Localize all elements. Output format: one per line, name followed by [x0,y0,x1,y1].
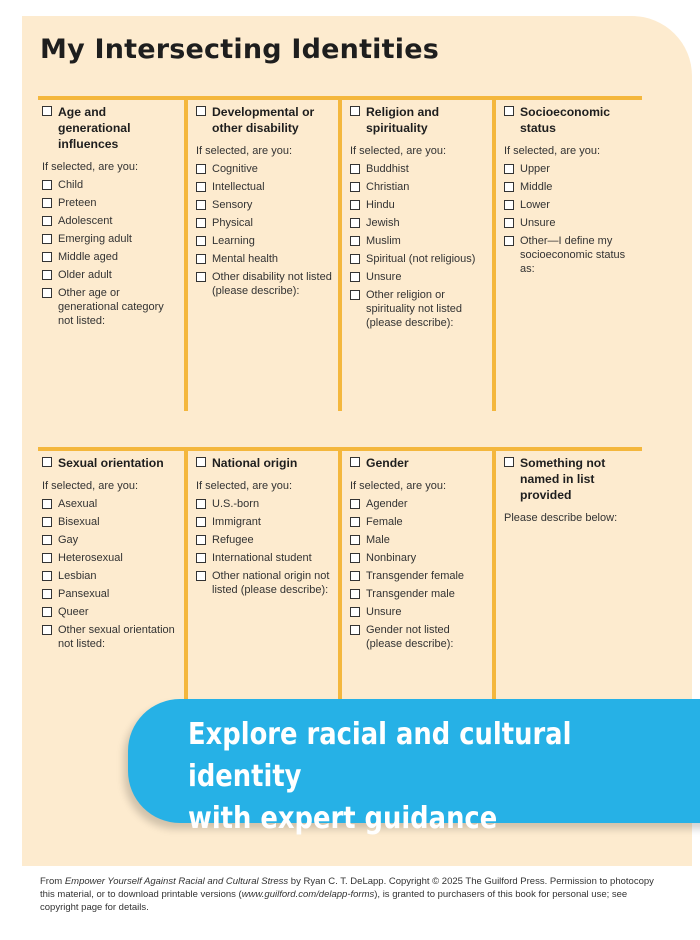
option-label: Lesbian [58,570,97,582]
option-checkbox[interactable] [196,236,206,246]
option-item[interactable] [350,234,488,248]
option-checkbox[interactable] [350,517,360,527]
category-title: Sexual orientation [58,456,164,470]
category-title: Age and generational influences [58,105,131,151]
option-checkbox[interactable] [42,499,52,509]
category-title: Something not named in list provided [520,456,606,502]
category-prompt: If selected, are you: [350,145,446,157]
option-label: Other religion or spirituality not listed (please describe): [366,289,462,329]
column-divider [338,447,342,707]
option-checkbox[interactable] [350,200,360,210]
option-item[interactable] [196,198,334,212]
option-checkbox[interactable] [42,625,52,635]
option-checkbox[interactable] [350,254,360,264]
option-label: Refugee [212,534,254,546]
option-label: Other—I define my socioeconomic status as: [520,235,626,275]
option-checkbox[interactable] [42,571,52,581]
option-checkbox[interactable] [350,272,360,282]
option-label: Emerging adult [58,233,132,245]
option-item[interactable] [196,270,334,298]
category-title: Gender [366,456,409,470]
option-label: Intellectual [212,181,265,193]
banner-line-2: with expert guidance [188,801,498,836]
banner-line-1: Explore racial and cultural identity [188,717,572,794]
option-label: Middle [520,181,553,193]
column-divider [338,96,342,411]
option-checkbox[interactable] [350,236,360,246]
option-label: Gay [58,534,79,546]
option-checkbox[interactable] [42,198,52,208]
option-item[interactable] [42,533,180,547]
footer-text-2: ), is granted to purchasers of this book for personal use; see copyright page for details. [40,889,628,913]
option-label: Heterosexual [58,552,123,564]
option-item[interactable] [196,569,334,597]
option-label: Nonbinary [366,552,417,564]
option-label: Middle aged [58,251,118,263]
option-item[interactable] [504,234,640,276]
option-label: Unsure [520,217,556,229]
option-checkbox[interactable] [350,164,360,174]
option-checkbox[interactable] [42,553,52,563]
option-item[interactable] [350,533,488,547]
top-section [38,96,642,411]
option-checkbox[interactable] [42,180,52,190]
category-prompt: If selected, are you: [42,161,138,173]
option-label: Jewish [366,217,400,229]
option-item[interactable] [350,162,488,176]
option-label: Pansexual [58,588,110,600]
option-label: Christian [366,181,410,193]
option-checkbox[interactable] [196,218,206,228]
category-checkbox[interactable] [504,106,514,116]
column-religion [350,104,488,330]
option-item[interactable] [42,497,180,511]
option-label: Spiritual (not religious) [366,253,476,265]
option-item[interactable] [42,515,180,529]
option-item[interactable] [350,288,488,330]
column-disability [196,104,334,298]
option-checkbox[interactable] [42,589,52,599]
option-label: Unsure [366,271,402,283]
option-checkbox[interactable] [196,164,206,174]
option-label: Upper [520,163,550,175]
option-item[interactable] [42,605,180,619]
category-header[interactable] [350,455,488,471]
option-label: Muslim [366,235,401,247]
category-header[interactable] [196,104,334,136]
option-item[interactable] [350,216,488,230]
option-item[interactable] [504,162,640,176]
option-item[interactable] [504,216,640,230]
option-item[interactable] [42,569,180,583]
option-label: Gender not listed (please describe): [366,624,454,650]
option-label: Older adult [58,269,112,281]
page-title: My Intersecting Identities [40,34,439,65]
option-checkbox[interactable] [196,182,206,192]
option-item[interactable] [350,270,488,284]
option-checkbox[interactable] [196,499,206,509]
option-label: Child [58,179,84,191]
option-item[interactable] [350,198,488,212]
category-title: Religion and spirituality [366,105,440,135]
option-item[interactable] [350,587,488,601]
option-label: Other sexual orientation not listed: [58,624,175,650]
option-checkbox[interactable] [196,535,206,545]
category-checkbox[interactable] [350,106,360,116]
banner-text [188,714,635,840]
option-label: Other disability not listed (please describe): [212,271,332,297]
option-checkbox[interactable] [350,499,360,509]
promo-banner[interactable] [128,699,700,836]
option-checkbox[interactable] [196,200,206,210]
option-checkbox[interactable] [504,218,514,228]
category-header[interactable] [196,455,334,471]
option-item[interactable] [350,551,488,565]
category-prompt: If selected, are you: [196,480,292,492]
option-checkbox[interactable] [504,164,514,174]
option-item[interactable] [196,234,334,248]
option-item[interactable] [42,623,180,651]
option-label: Adolescent [58,215,113,227]
column-divider [492,447,496,707]
category-checkbox[interactable] [504,457,514,467]
footer-from: From [40,876,65,887]
option-label: Physical [212,217,253,229]
option-checkbox[interactable] [504,200,514,210]
category-title: Socioeconomic status [520,105,611,135]
option-label: Immigrant [212,516,261,528]
category-checkbox[interactable] [42,106,52,116]
option-item[interactable] [196,162,334,176]
category-prompt: If selected, are you: [42,480,138,492]
category-title: National origin [212,456,298,470]
option-label: International student [212,552,312,564]
option-item[interactable] [196,180,334,194]
column-divider [184,447,188,707]
option-label: Unsure [366,606,402,618]
option-item[interactable] [350,252,488,266]
option-checkbox[interactable] [42,535,52,545]
option-checkbox[interactable] [196,517,206,527]
column-divider [184,96,188,411]
option-item[interactable] [42,196,180,210]
column-national-origin [196,455,334,597]
option-checkbox[interactable] [196,272,206,282]
category-prompt: If selected, are you: [196,145,292,157]
category-prompt: If selected, are you: [350,480,446,492]
option-checkbox[interactable] [504,236,514,246]
option-checkbox[interactable] [350,625,360,635]
option-label: Transgender female [366,570,465,582]
option-item[interactable] [196,216,334,230]
option-item[interactable] [42,551,180,565]
option-item[interactable] [350,497,488,511]
option-item[interactable] [196,533,334,547]
option-item[interactable] [42,268,180,282]
option-label: Transgender male [366,588,455,600]
copyright-footer [40,875,660,914]
option-checkbox[interactable] [196,553,206,563]
option-label: Bisexual [58,516,100,528]
option-label: Hindu [366,199,395,211]
option-label: Male [366,534,390,546]
option-item[interactable] [350,605,488,619]
option-checkbox[interactable] [196,571,206,581]
option-checkbox[interactable] [350,553,360,563]
category-header[interactable] [504,455,640,503]
category-header[interactable] [42,455,180,471]
option-item[interactable] [196,515,334,529]
option-item[interactable] [42,286,180,328]
option-checkbox[interactable] [350,607,360,617]
option-label: Other national origin not listed (please describe): [212,570,330,596]
option-label: U.S.-born [212,498,260,510]
option-item[interactable] [42,232,180,246]
column-gender [350,455,488,651]
option-label: Asexual [58,498,98,510]
option-label: Other age or generational category not listed: [58,287,164,327]
option-checkbox[interactable] [350,571,360,581]
category-title: Developmental or other disability [212,105,315,135]
category-header[interactable] [350,104,488,136]
option-checkbox[interactable] [350,589,360,599]
option-label: Female [366,516,403,528]
category-checkbox[interactable] [350,457,360,467]
option-checkbox[interactable] [350,290,360,300]
footer-text-1: by Ryan C. T. DeLapp. Copyright © 2025 The Guilford Press. Permission to photocopy this material, or to download printable versions ( [40,876,654,900]
option-item[interactable] [504,180,640,194]
option-checkbox[interactable] [42,216,52,226]
option-checkbox[interactable] [42,234,52,244]
option-checkbox[interactable] [196,254,206,264]
category-checkbox[interactable] [42,457,52,467]
option-item[interactable] [350,623,488,651]
option-label: Agender [366,498,408,510]
option-item[interactable] [42,587,180,601]
category-checkbox[interactable] [196,106,206,116]
option-checkbox[interactable] [42,270,52,280]
column-age [42,104,180,328]
option-checkbox[interactable] [42,252,52,262]
option-label: Mental health [212,253,279,265]
option-label: Sensory [212,199,253,211]
option-item[interactable] [42,178,180,192]
option-item[interactable] [350,569,488,583]
option-label: Preteen [58,197,97,209]
option-item[interactable] [196,497,334,511]
option-checkbox[interactable] [42,607,52,617]
column-something-not-named [504,455,640,525]
footer-book-title: Empower Yourself Against Racial and Cultural Stress [64,876,289,887]
option-checkbox[interactable] [350,182,360,192]
category-prompt: Please describe below: [504,512,618,524]
footer-url: www.guilford.com/delapp-forms [241,889,375,900]
column-sexual-orientation [42,455,180,651]
option-label: Learning [212,235,255,247]
category-prompt: If selected, are you: [504,145,600,157]
category-checkbox[interactable] [196,457,206,467]
option-item[interactable] [196,252,334,266]
category-header[interactable] [504,104,640,136]
option-item[interactable] [350,180,488,194]
option-item[interactable] [504,198,640,212]
option-label: Cognitive [212,163,258,175]
option-checkbox[interactable] [350,218,360,228]
category-header[interactable] [42,104,180,152]
option-checkbox[interactable] [350,535,360,545]
option-item[interactable] [42,250,180,264]
column-socioeconomic [504,104,640,276]
column-divider [492,96,496,411]
option-checkbox[interactable] [42,288,52,298]
option-checkbox[interactable] [42,517,52,527]
option-checkbox[interactable] [504,182,514,192]
option-item[interactable] [196,551,334,565]
bottom-section [38,447,642,707]
option-label: Queer [58,606,89,618]
option-label: Buddhist [366,163,409,175]
option-item[interactable] [42,214,180,228]
option-label: Lower [520,199,550,211]
option-item[interactable] [350,515,488,529]
